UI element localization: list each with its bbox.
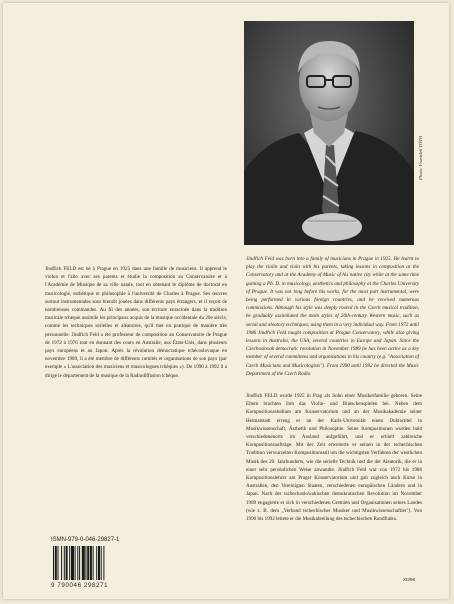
ismn-number: ISMN-979-0-046-29827-1 — [51, 537, 120, 543]
barcode — [51, 546, 125, 580]
english-biography: Jindřich Feld was born into a family of musicians in Prague in 1925. He learnt to play the violin and viola with his parents, taking lessons in composition at the Conservatory and at the Academy of Music of his native city while at the same time gaining a Ph. D. in musicology, aesthetics and philosophy at the Charles University of Prague. It was not long before his works, for the most part instrumental, were being performed in various foreign countries, and he received numerous commissions. Although his style was deeply rooted in the Czech musical tradition, he gradually assimilated the main styles of 20th-century Western music, such as serial and aleatory techniques, using them in a very individual way. From 1972 until 1986 Jindřich Feld taught composition at Prague Conservatory, while also giving lessons in Australia, the USA, several countries in Europe and Japan. Since the Czechoslovak democratic revolution in November 1989 he has been active as a key member of several committees and organizations in his country (e.g. "Association of Czech Musicians and Musicologists"). From 1990 until 1992 he directed the Music Department of the Czech Radio. — [246, 256, 419, 377]
barcode-bar — [90, 546, 92, 580]
barcode-bar — [93, 546, 94, 580]
german-biography: Jindřich FELD wurde 1925 in Prag als Sohn einer Musikerfamilie geboren. Seine Eltern brachten ihm das Violin- und Bratschenspielen bei. Neben dem Kompositionsstudium am Konservatorium und an der Musikakademie seiner Heimatstadt erreng er an der Karls-Universität einen Doktortitel in Musikwissenschaft, Ästhetik und Philosophie. Seine Kompositionen wurden bald verschiedenenorts im Ausland aufgeführt, und er erhielt zahlreiche Kompositionsaufträge. Mit der Zeit erweiterte er seinen in der tschechischen Tradition verwurzelten Kompositionsstil um die wichtigsten Verfahren der westlichen Musik des 20. Jahrhunderts, wie die serielle Technik und die der Aleatorik, die er in einer sehr persönlichen Weise anwandte. Jindřich Feld war von 1972 bis 1986 Kompositionslehrer am Prager Konservatorium und gab zugleich auch Kurse in Australien, den Vereinigten Staaten, verschiedenen europäischen Ländern und in Japan. Nach der tschechoslowakischen demokratischen Revolution im November 1989 engagierte er sich in verschiedenen Gremien und Organisationen seines Landes (wie z. B. dem „Verband tschechischer Musiker und Musikwissenschaftler"). Von 1990 bis 1992 leitete er die Musikabteilung des tschechischen Rundfunks. — [246, 393, 422, 523]
barcode-bar — [87, 546, 89, 580]
photo-credit: Photo: František TÓTH — [418, 135, 423, 180]
barcode-bar — [98, 546, 100, 580]
barcode-bar — [71, 546, 74, 580]
barcode-bar — [103, 546, 104, 580]
page-code: XII/98 — [403, 577, 416, 582]
barcode-bar — [61, 546, 62, 580]
barcode-bar — [82, 546, 85, 580]
barcode-number: 9 790046 298271 — [51, 582, 109, 589]
barcode-bar — [77, 546, 78, 580]
barcode-bar — [53, 546, 54, 580]
barcode-bar — [79, 546, 80, 580]
barcode-bar — [96, 546, 97, 580]
barcode-bar — [58, 546, 59, 580]
barcode-bar — [101, 546, 102, 580]
composer-portrait-photo — [244, 21, 414, 245]
barcode-bar — [55, 546, 57, 580]
barcode-bar — [69, 546, 70, 580]
portrait-image — [244, 21, 414, 245]
barcode-bar — [66, 546, 68, 580]
barcode-bar — [85, 546, 86, 580]
french-biography: Jindřich FELD est né à Prague en 1925 dans une famille de musiciens. Il apprend le violon et l'alto avec ses parents et étudie la composition au Conservatoire et à l'Académie de Musique de sa ville natale, tout en obtenant le diplôme de doctorat en musicologie, esthétique et philosophie à l'université de Charles à Prague. Ses œuvres surtout instrumentales sont bientôt jouées dans différents pays étrangers, et il reçoit de nombreuses commandes. Au fil des années, son écriture enracinée dans la tradition musicale tchèque assimile les principaux acquis de la musique occidentale du 20e siècle, comme les techniques sérielles et aléatoires, qu'il met en pratique de manière très personnelle. Jindřich Feld a été professeur de composition au Conservatoire de Prague de 1972 à 1976 tout en donnant des cours en Australie, aux États-Unis, dans plusieurs pays européens et au Japon. Après la révolution démocratique tchécoslovaque en novembre 1989, il a été membre de différents comités et organisations de son pays (par exemple « L'association des musiciens et musicologues tchèques »). De 1990 à 1992 il a dirigé le département de la musique de la Radiodiffusion tchèque. — [45, 266, 227, 379]
barcode-bar — [75, 546, 76, 580]
barcode-bar — [64, 546, 65, 580]
